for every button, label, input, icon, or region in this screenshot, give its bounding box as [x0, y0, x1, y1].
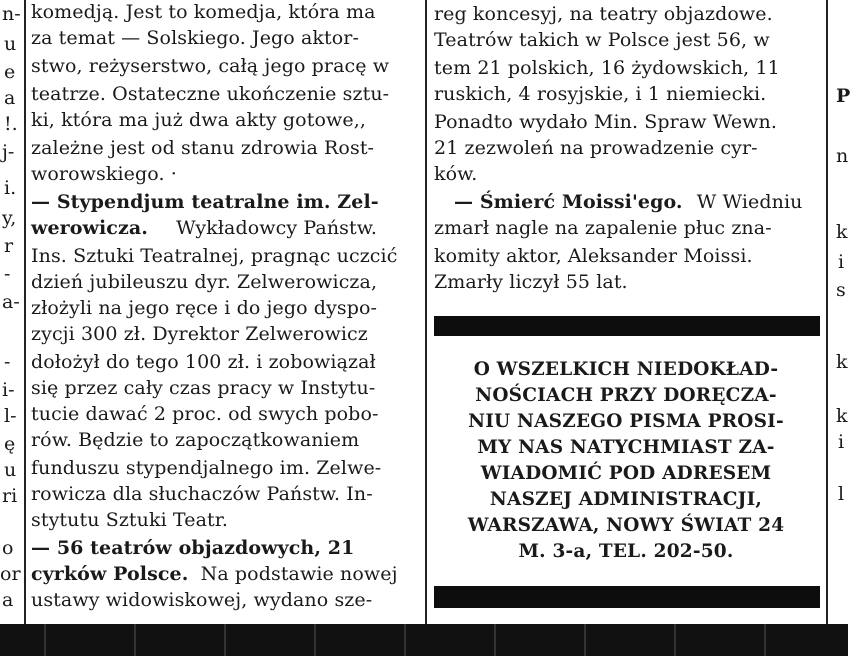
left-fragment: n-: [2, 3, 21, 25]
article-column-right: [434, 0, 820, 624]
text-line: dołożył do tego 100 zł. i zobowiązał: [31, 351, 376, 373]
left-fragment: y,: [2, 207, 17, 229]
left-fragment: a: [4, 87, 16, 109]
left-fragment: -: [4, 263, 11, 285]
left-fragment: a-: [2, 291, 20, 313]
notice-line: WARSZAWA, NOWY ŚWIAT 24: [467, 515, 785, 536]
notice-line: M. 3-a, TEL. 202-50.: [518, 541, 734, 562]
notice-line: NOŚCIACH PRZY DORĘCZA-: [475, 385, 777, 406]
text-line: ki, która ma już dwa akty gotowe,,: [31, 109, 366, 131]
notice-line: NIU NASZEGO PISMA PROSI-: [468, 411, 784, 432]
right-fragment: k: [836, 351, 848, 373]
news-heading: — Stypendjum teatralne im. Zel-: [31, 191, 379, 213]
left-fragment: a: [2, 589, 14, 611]
left-fragment: u: [4, 33, 17, 55]
article-column-left: [31, 0, 419, 624]
text-line: rowicza dla słuchaczów Państw. In-: [31, 483, 373, 505]
text-line: Ponadto wydało Min. Spraw Wewn.: [434, 111, 778, 133]
left-fragment: l-: [4, 405, 17, 427]
text-line: worowskiego. ·: [31, 163, 177, 185]
right-fragment: s: [836, 279, 846, 301]
right-clipped-column: [832, 0, 848, 624]
text-line: 21 zezwoleń na prowadzenie cyr-: [434, 137, 758, 159]
text-span: Wykładowcy Państw.: [176, 217, 377, 239]
right-fragment: n: [836, 145, 849, 167]
text-line: rów. Będzie to zapoczątkowaniem: [31, 429, 360, 451]
right-fragment: i: [838, 431, 845, 453]
text-line: Zmarły liczył 55 lat.: [434, 271, 628, 293]
left-fragment: -: [4, 351, 11, 373]
text-line: ków.: [434, 163, 478, 185]
text-line: się przez cały czas pracy w Instytu-: [31, 377, 376, 399]
text-line: zmarł nagle na zapalenie płuc zna-: [434, 217, 772, 239]
text-line: komity aktor, Aleksander Moissi.: [434, 245, 753, 267]
right-fragment: P: [836, 85, 850, 107]
left-fragment: !.: [4, 113, 18, 135]
notice-line: MY NAS NATYCHMIAST ZA-: [477, 437, 775, 458]
left-clipped-column: [0, 0, 22, 624]
notice-line: WIADOMIĆ POD ADRESEM: [480, 463, 772, 484]
left-fragment: j-: [2, 141, 15, 163]
text-line: za temat — Solskiego. Jego aktor-: [31, 27, 359, 49]
column-divider: [826, 0, 828, 624]
notice-line: NASZEJ ADMINISTRACJI,: [489, 489, 763, 510]
text-line: dzień jubileuszu dyr. Zelwerowicza,: [31, 271, 378, 293]
left-fragment: i-: [2, 379, 15, 401]
notice-line: O WSZELKICH NIEDOKŁAD-: [473, 359, 779, 380]
right-fragment: k: [836, 221, 848, 243]
right-fragment: l: [838, 483, 845, 505]
notice-bottom-bar: [434, 586, 820, 608]
text-line: Ins. Sztuki Teatralnej, pragnąc uczcić: [31, 245, 398, 267]
left-fragment: r: [4, 235, 14, 257]
news-heading: — 56 teatrów objazdowych, 21: [31, 537, 355, 559]
text-line: złożyli na jego ręce i do jego dyspo-: [31, 297, 378, 319]
bottom-rule: [0, 624, 848, 656]
text-line: tucie dawać 2 proc. od swych pobo-: [31, 403, 379, 425]
text-line: ruskich, 4 rosyjskie, i 1 niemiecki.: [434, 83, 767, 105]
text-line: [31, 562, 398, 586]
right-fragment: k: [836, 405, 848, 427]
news-heading: — Śmierć Moissi'ego.: [454, 191, 683, 213]
text-line: komedją. Jest to komedja, która ma: [31, 1, 376, 23]
left-fragment: ri: [2, 485, 18, 507]
text-line: teatrze. Ostateczne ukończenie sztu-: [31, 83, 390, 105]
notice-box: [434, 352, 820, 572]
text-line: tem 21 polskich, 16 żydowskich, 11: [434, 57, 780, 79]
text-line: reg koncesyj, na teatry objazdowe.: [434, 3, 773, 25]
left-fragment: or: [0, 563, 21, 585]
column-divider: [425, 0, 427, 624]
text-line: zależne jest od stanu zdrowia Rost-: [31, 137, 375, 159]
left-fragment: i.: [4, 177, 17, 199]
right-fragment: i: [838, 251, 845, 273]
text-line: stytutu Sztuki Teatr.: [31, 509, 228, 531]
notice-top-bar: [434, 316, 820, 336]
left-fragment: ę: [4, 433, 16, 455]
text-span: Na podstawie nowej: [200, 563, 398, 585]
text-line: ustawy widowiskowej, wydano sze-: [31, 589, 373, 611]
text-line: [434, 190, 802, 214]
left-fragment: e: [4, 61, 16, 83]
left-fragment: u: [4, 459, 17, 481]
text-line: zycji 300 zł. Dyrektor Zelwerowicz: [31, 323, 368, 345]
text-line: stwo, reżyserstwo, całą jego pracę w: [31, 55, 390, 77]
text-span: W Wiedniu: [696, 191, 803, 213]
text-line: funduszu stypendjalnego im. Zelwe-: [31, 457, 382, 479]
news-heading: werowicza.: [31, 217, 148, 239]
text-line: Teatrów takich w Polsce jest 56, w: [434, 29, 770, 51]
text-line: [31, 216, 377, 240]
column-divider: [24, 0, 26, 624]
left-fragment: o: [2, 537, 14, 559]
news-heading: cyrków Polsce.: [31, 563, 189, 585]
